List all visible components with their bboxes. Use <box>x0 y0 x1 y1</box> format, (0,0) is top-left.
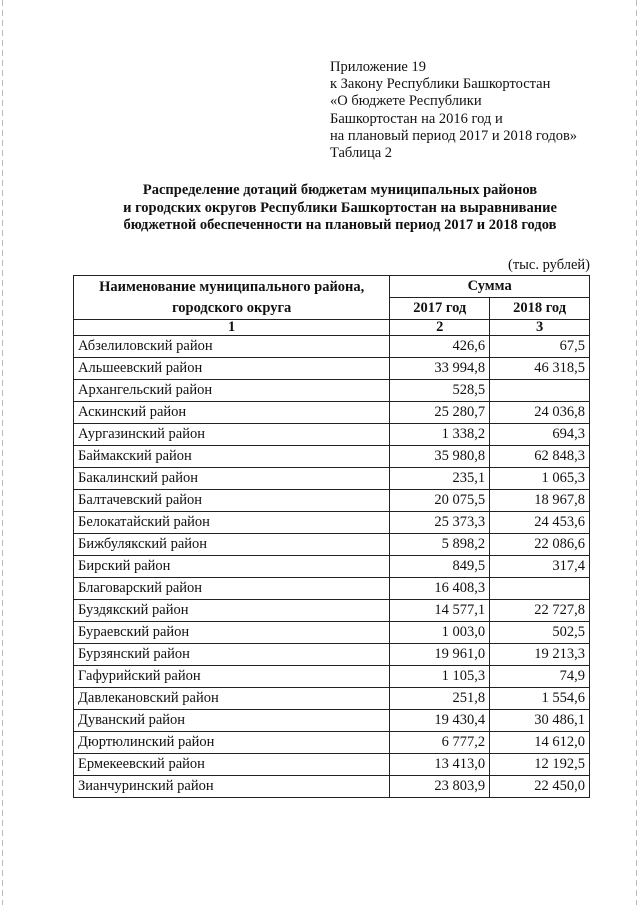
amount-2018: 22 450,0 <box>490 776 590 798</box>
amount-2017: 528,5 <box>390 380 490 402</box>
district-name: Ермекеевский район <box>74 754 390 776</box>
table-row <box>74 424 590 446</box>
amount-2017: 23 803,9 <box>390 776 490 798</box>
amount-2018: 1 065,3 <box>490 468 590 490</box>
appendix-line: «О бюджете Республики <box>330 93 482 110</box>
title-line: и городских округов Республики Башкортостан на выравнивание <box>123 199 557 216</box>
district-name: Белокатайский район <box>74 512 390 534</box>
table-row <box>74 578 590 600</box>
amount-2017: 20 075,5 <box>390 490 490 512</box>
table-row <box>74 556 590 578</box>
units-label: (тыс. рублей) <box>508 257 590 273</box>
table-row <box>74 380 590 402</box>
amount-2017: 14 577,1 <box>390 600 490 622</box>
amount-2018 <box>490 380 590 402</box>
amount-2017: 19 430,4 <box>390 710 490 732</box>
amount-2018: 502,5 <box>490 622 590 644</box>
amount-2018: 67,5 <box>490 336 590 358</box>
appendix-block <box>330 59 577 162</box>
amount-2018: 74,9 <box>490 666 590 688</box>
amount-2018: 62 848,3 <box>490 446 590 468</box>
table-row <box>74 644 590 666</box>
appendix-line: Приложение 19 <box>330 59 426 75</box>
table-row <box>74 512 590 534</box>
district-name: Бижбулякский район <box>74 534 390 556</box>
district-name: Зианчуринский район <box>74 776 390 798</box>
amount-2018 <box>490 578 590 600</box>
table-row <box>74 622 590 644</box>
district-name: Аургазинский район <box>74 424 390 446</box>
amount-2017: 849,5 <box>390 556 490 578</box>
amount-2018: 1 554,6 <box>490 688 590 710</box>
district-name: Балтачевский район <box>74 490 390 512</box>
district-name: Бакалинский район <box>74 468 390 490</box>
column-header-name: Наименование муниципального района, городского округа <box>74 276 390 320</box>
district-name: Аскинский район <box>74 402 390 424</box>
subsidies-table <box>73 275 590 798</box>
amount-2017: 19 961,0 <box>390 644 490 666</box>
district-name: Альшеевский район <box>74 358 390 380</box>
table-row <box>74 468 590 490</box>
amount-2018: 12 192,5 <box>490 754 590 776</box>
district-name: Дуванский район <box>74 710 390 732</box>
amount-2017: 1 003,0 <box>390 622 490 644</box>
amount-2017: 1 338,2 <box>390 424 490 446</box>
amount-2017: 33 994,8 <box>390 358 490 380</box>
column-header-2018: 2018 год <box>490 298 590 320</box>
column-number: 3 <box>490 320 590 336</box>
column-header-sum: Сумма <box>390 276 590 298</box>
amount-2018: 30 486,1 <box>490 710 590 732</box>
amount-2017: 25 373,3 <box>390 512 490 534</box>
scan-edge-left <box>2 0 3 905</box>
district-name: Давлекановский район <box>74 688 390 710</box>
document-title <box>60 182 620 235</box>
district-name: Бурзянский район <box>74 644 390 666</box>
district-name: Баймакский район <box>74 446 390 468</box>
amount-2017: 25 280,7 <box>390 402 490 424</box>
district-name: Благоварский район <box>74 578 390 600</box>
appendix-line: к Закону Республики Башкортостан <box>330 76 551 93</box>
district-name: Абзелиловский район <box>74 336 390 358</box>
district-name: Бураевский район <box>74 622 390 644</box>
amount-2018: 24 453,6 <box>490 512 590 534</box>
table-row <box>74 358 590 380</box>
amount-2017: 251,8 <box>390 688 490 710</box>
table-row <box>74 666 590 688</box>
amount-2017: 235,1 <box>390 468 490 490</box>
amount-2018: 317,4 <box>490 556 590 578</box>
table-row <box>74 688 590 710</box>
appendix-line: Таблица 2 <box>330 145 393 162</box>
table-row <box>74 710 590 732</box>
amount-2018: 694,3 <box>490 424 590 446</box>
scan-edge-right <box>636 0 637 905</box>
table-row <box>74 600 590 622</box>
amount-2017: 5 898,2 <box>390 534 490 556</box>
title-line: Распределение дотаций бюджетам муниципальных районов <box>142 182 538 198</box>
district-name: Гафурийский район <box>74 666 390 688</box>
table-row <box>74 446 590 468</box>
amount-2018: 22 086,6 <box>490 534 590 556</box>
appendix-line: Башкортостан на 2016 год и <box>330 110 503 127</box>
amount-2017: 426,6 <box>390 336 490 358</box>
amount-2018: 14 612,0 <box>490 732 590 754</box>
district-name: Бирский район <box>74 556 390 578</box>
table-row <box>74 732 590 754</box>
column-header-2017: 2017 год <box>390 298 490 320</box>
column-number: 1 <box>74 320 390 336</box>
column-number: 2 <box>390 320 490 336</box>
amount-2017: 1 105,3 <box>390 666 490 688</box>
appendix-line: на плановый период 2017 и 2018 годов» <box>330 127 578 144</box>
table-row <box>74 754 590 776</box>
amount-2017: 16 408,3 <box>390 578 490 600</box>
amount-2018: 22 727,8 <box>490 600 590 622</box>
amount-2018: 19 213,3 <box>490 644 590 666</box>
district-name: Архангельский район <box>74 380 390 402</box>
amount-2018: 46 318,5 <box>490 358 590 380</box>
table-row <box>74 534 590 556</box>
title-line: бюджетной обеспеченности на плановый период 2017 и 2018 годов <box>123 217 557 233</box>
amount-2018: 24 036,8 <box>490 402 590 424</box>
district-name: Буздякский район <box>74 600 390 622</box>
amount-2017: 6 777,2 <box>390 732 490 754</box>
table-row <box>74 490 590 512</box>
amount-2018: 18 967,8 <box>490 490 590 512</box>
table-row <box>74 336 590 358</box>
district-name: Дюртюлинский район <box>74 732 390 754</box>
amount-2017: 13 413,0 <box>390 754 490 776</box>
table-row <box>74 776 590 798</box>
table-row <box>74 402 590 424</box>
amount-2017: 35 980,8 <box>390 446 490 468</box>
